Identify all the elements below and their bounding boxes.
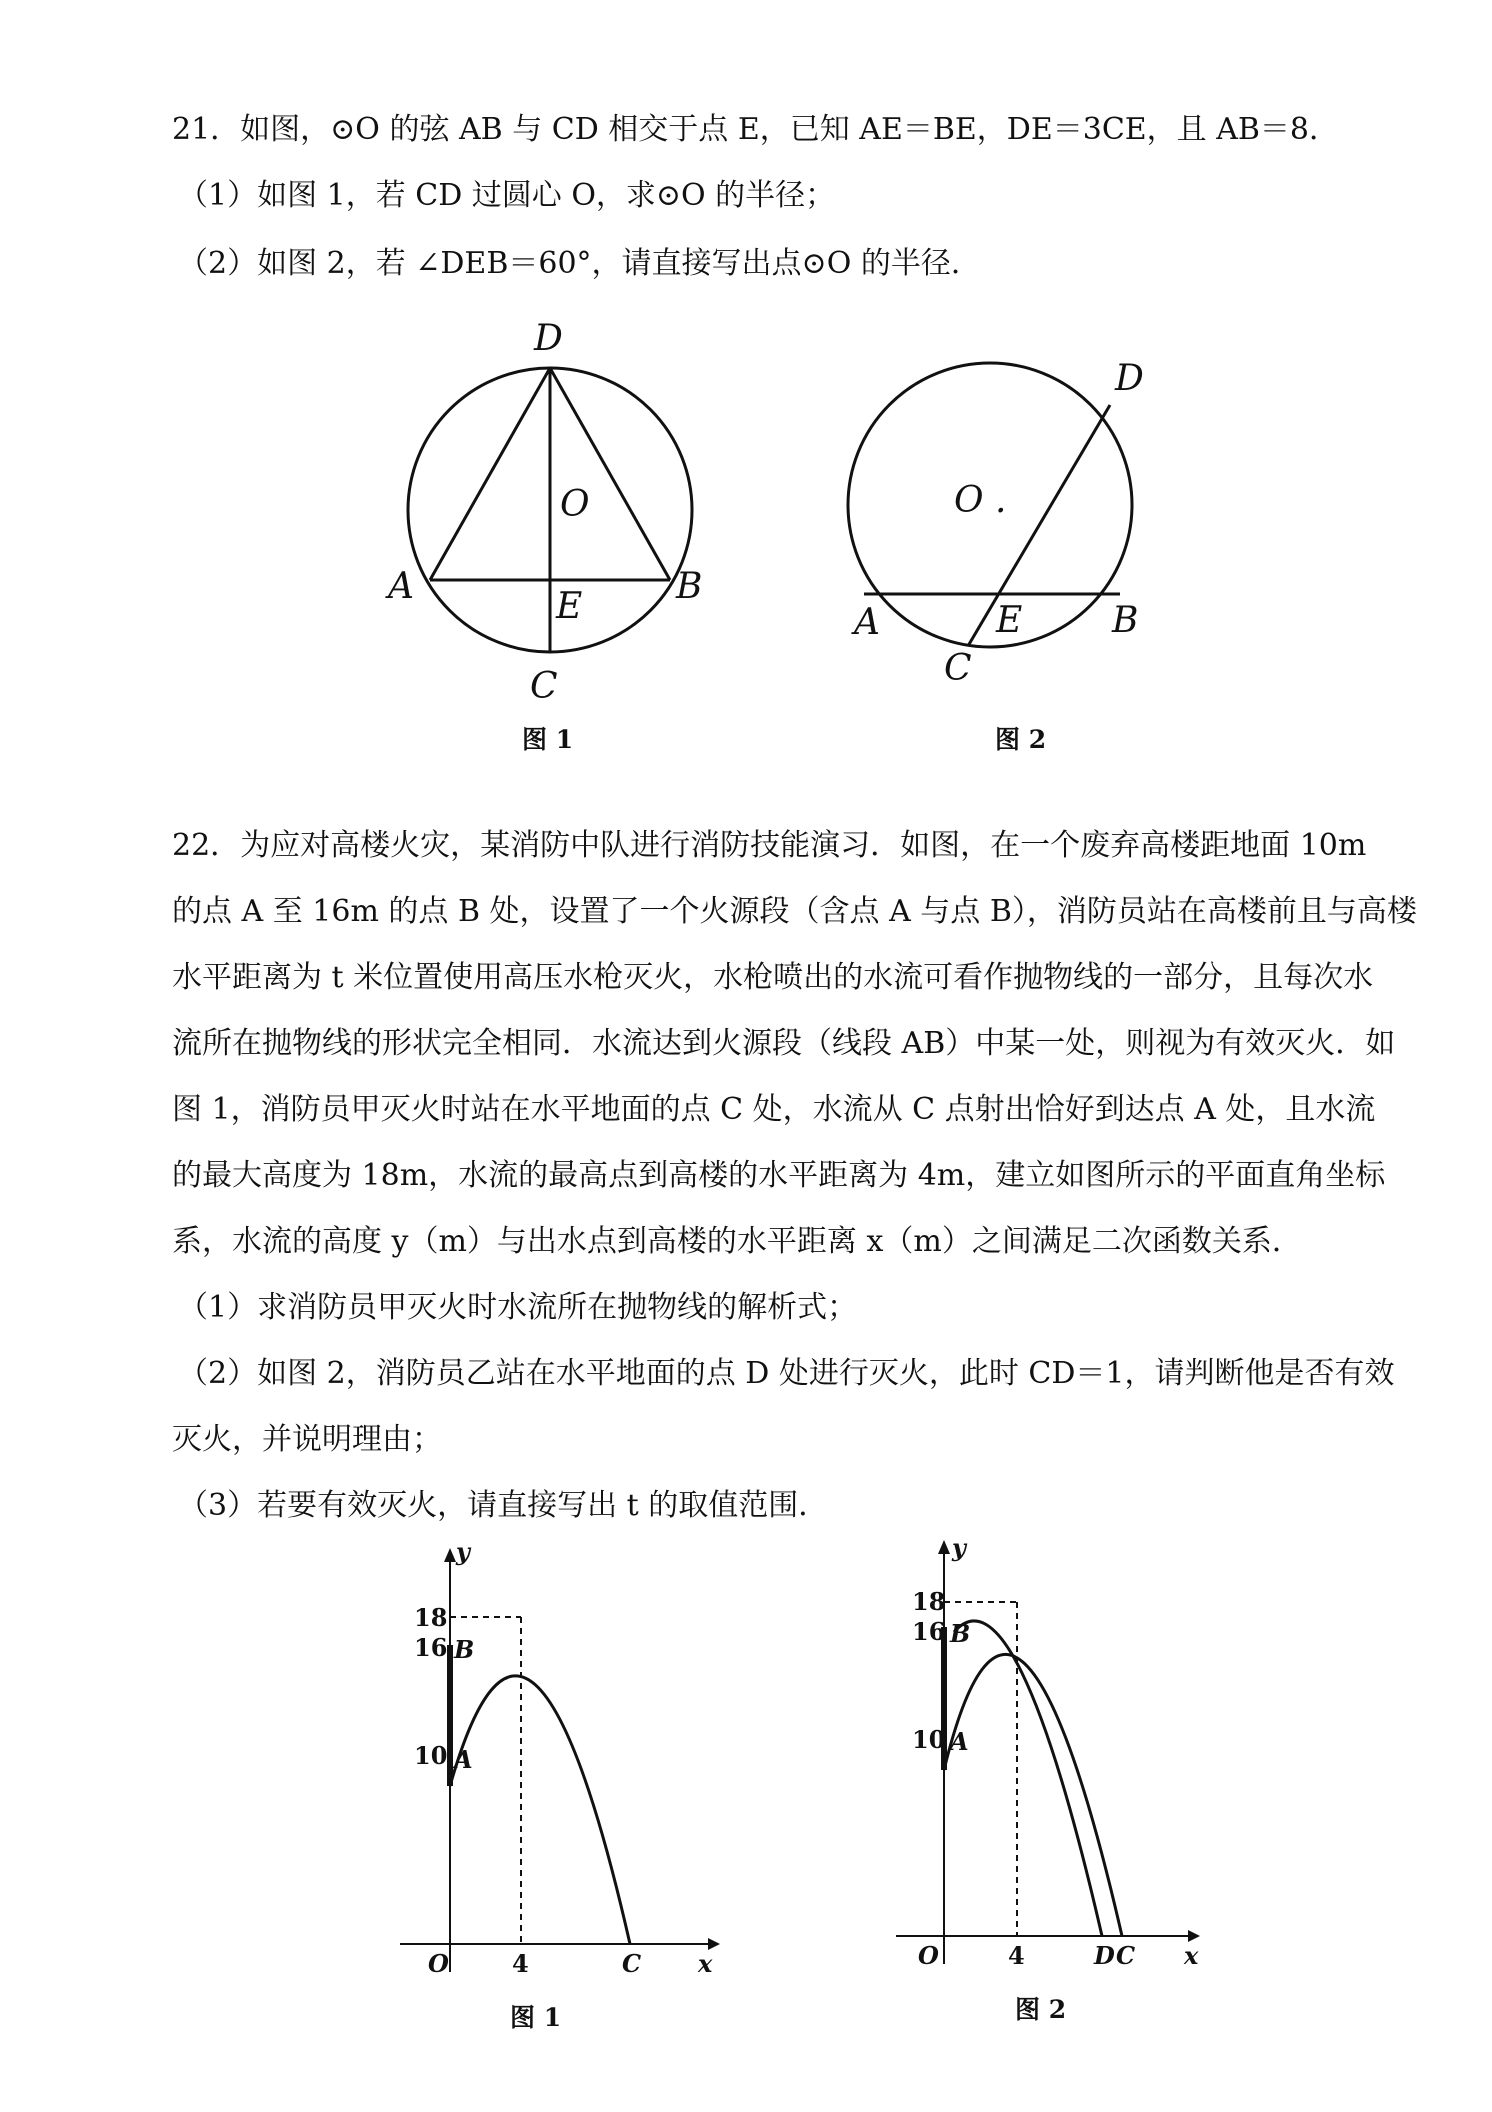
label-O: O . (954, 480, 1007, 521)
label-A: A (854, 602, 880, 643)
fig1-caption: 图 1 (522, 725, 574, 754)
label-A: A (388, 566, 414, 607)
q22-part1: （1）求消防员甲灭火时水流所在抛物线的解析式； (178, 1290, 858, 1325)
q22-line-3: 水平距离为 t 米位置使用高压水枪灭火，水枪喷出的水流可看作抛物线的一部分，且每次水 (172, 960, 1374, 995)
label-C: C (944, 648, 972, 689)
q21-part1: （1）如图 1，若 CD 过圆心 O，求⊙O 的半径； (178, 178, 836, 213)
y-axis-label: y (456, 1537, 470, 1566)
q22-line-1: 22．为应对高楼火灾，某消防中队进行消防技能演习．如图，在一个废弃高楼距地面 10m (172, 828, 1367, 863)
q22-line-5: 图 1，消防员甲灭火时站在水平地面的点 C 处，水流从 C 点射出恰好到达点 A 处，且水流 (172, 1092, 1376, 1127)
point-B-label: B (950, 1619, 971, 1648)
q22-graph-1 (390, 1537, 730, 1980)
graph2-caption: 图 2 (1015, 1995, 1067, 2024)
q21-figure-1 (380, 320, 780, 740)
q22-graph-2 (890, 1532, 1220, 1972)
label-D: D (534, 318, 563, 359)
tick-10: 10 (414, 1741, 448, 1770)
label-O: O (560, 484, 590, 525)
tick-10: 10 (912, 1725, 946, 1754)
label-E: E (996, 600, 1023, 641)
q22-line-4: 流所在抛物线的形状完全相同．水流达到火源段（线段 AB）中某一处，则视为有效灭火．如 (172, 1026, 1396, 1061)
tick-16: 16 (414, 1633, 448, 1662)
label-D: D (1115, 358, 1144, 399)
origin-label: O (428, 1949, 449, 1978)
x-axis-label: x (698, 1949, 713, 1978)
point-B-label: B (454, 1635, 475, 1664)
q21-part2: （2）如图 2，若 ∠DEB＝60°，请直接写出点⊙O 的半径． (178, 246, 981, 281)
point-C-label: C (1116, 1941, 1136, 1970)
x-axis-label: x (1184, 1941, 1199, 1970)
tick-4: 4 (512, 1949, 529, 1978)
point-A-label: A (454, 1745, 473, 1774)
q21-figure-2 (840, 350, 1180, 710)
label-E: E (556, 586, 583, 627)
q22-part2b: 灭火，并说明理由； (172, 1422, 442, 1457)
tick-16: 16 (912, 1617, 946, 1646)
graph1-caption: 图 1 (510, 2003, 562, 2032)
origin-label: O (918, 1941, 939, 1970)
tick-18: 18 (414, 1603, 448, 1632)
point-C-label: C (622, 1949, 642, 1978)
fig2-caption: 图 2 (995, 725, 1047, 754)
point-A-label: A (950, 1727, 969, 1756)
point-D-label: D (1094, 1941, 1115, 1970)
q22-part2a: （2）如图 2，消防员乙站在水平地面的点 D 处进行灭火，此时 CD＝1，请判断他是否有效 (178, 1356, 1395, 1391)
label-B: B (1112, 600, 1139, 641)
label-B: B (676, 566, 703, 607)
q22-line-7: 系，水流的高度 y（m）与出水点到高楼的水平距离 x（m）之间满足二次函数关系． (172, 1224, 1302, 1259)
y-axis-label: y (952, 1533, 966, 1562)
q22-line-2: 的点 A 至 16m 的点 B 处，设置了一个火源段（含点 A 与点 B），消防员站在高楼前且与高楼 (172, 894, 1417, 929)
tick-18: 18 (912, 1587, 946, 1616)
tick-4: 4 (1008, 1941, 1025, 1970)
q22-line-6: 的最大高度为 18m，水流的最高点到高楼的水平距离为 4m，建立如图所示的平面直角坐标 (172, 1158, 1386, 1193)
q21-title: 21．如图，⊙O 的弦 AB 与 CD 相交于点 E，已知 AE＝BE，DE＝3CE，且 AB＝8． (172, 112, 1340, 147)
q22-part3: （3）若要有效灭火，请直接写出 t 的取值范围． (178, 1488, 829, 1523)
label-C: C (530, 666, 558, 707)
